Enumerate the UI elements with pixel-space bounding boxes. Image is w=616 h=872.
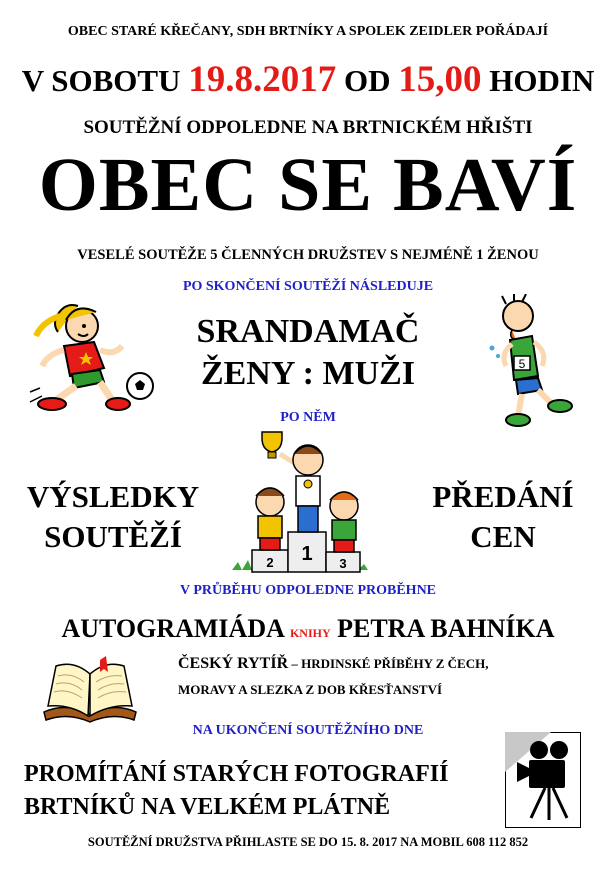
results-line2: SOUTĚŽÍ — [44, 519, 182, 554]
results-line1: VÝSLEDKY — [26, 479, 200, 514]
srandamac-line1: SRANDAMAČ — [196, 313, 420, 350]
end-of-day-note: NA UKONČENÍ SOUTĚŽNÍHO DNE — [192, 723, 424, 738]
projection-block — [24, 758, 448, 824]
girl-footballer-illustration — [20, 298, 160, 420]
awards-block — [408, 477, 598, 557]
signup-note: SOUTĚŽNÍ DRUŽSTVA PŘIHLASTE SE DO 15. 8. 2017 NA MOBIL 608 112 852 — [87, 835, 529, 849]
main-title: OBEC SE BAVÍ — [38, 143, 578, 227]
film-camera-icon — [505, 732, 581, 828]
book-title: ČESKÝ RYTÍŘ — [178, 655, 289, 672]
open-book-illustration — [40, 656, 140, 724]
date-middle: OD — [343, 63, 391, 98]
runner-number: 5 — [518, 357, 526, 371]
srandamac-line2: ŽENY : MUŽI — [200, 355, 416, 392]
autograph-line — [0, 614, 616, 644]
during-note: V PRŮBĚHU ODPOLEDNE PROBĚHNE — [179, 583, 437, 598]
podium-place-3: 3 — [339, 556, 347, 571]
autograph-author: PETRA BAHNÍKA — [337, 614, 555, 643]
date-line — [0, 58, 616, 101]
srandamac-block — [182, 311, 434, 395]
date-prefix: V SOBOTU — [21, 63, 181, 98]
autograph-books-word: KNIHY — [289, 626, 331, 640]
podium-illustration — [232, 424, 382, 576]
projection-line1: PROMÍTÁNÍ STARÝCH FOTOGRAFIÍ — [24, 761, 449, 787]
book-desc1: – HRDINSKÉ PŘÍBĚHY Z ČECH, — [288, 656, 489, 671]
awards-line2: CEN — [470, 519, 536, 554]
date-suffix: HODIN — [489, 63, 595, 98]
teams-note: VESELÉ SOUTĚŽE 5 ČLENNÝCH DRUŽSTEV S NEJMÉNĚ 1 ŽENOU — [77, 247, 539, 263]
after-that-note: PO NĚM — [280, 410, 336, 425]
event-date: 19.8.2017 — [188, 59, 337, 100]
organizers-line: OBEC STARÉ KŘEČANY, SDH BRTNÍKY A SPOLEK ZEIDLER POŘÁDAJÍ — [67, 24, 549, 39]
podium-place-1: 1 — [301, 543, 313, 565]
book-line1 — [178, 655, 488, 673]
after-contests-note: PO SKONČENÍ SOUTĚŽÍ NÁSLEDUJE — [182, 279, 434, 294]
subtitle: SOUTĚŽNÍ ODPOLEDNE NA BRTNICKÉM HŘIŠTI — [83, 117, 533, 138]
event-time: 15,00 — [398, 59, 482, 100]
runner-illustration — [482, 294, 582, 428]
autograph-prefix: AUTOGRAMIÁDA — [61, 614, 284, 643]
podium-place-2: 2 — [266, 555, 274, 570]
book-desc2: MORAVY A SLEZKA Z DOB KŘESŤANSTVÍ — [178, 682, 443, 697]
awards-line1: PŘEDÁNÍ — [432, 479, 574, 514]
results-block — [18, 477, 208, 557]
projection-line2: BRTNÍKŮ NA VELKÉM PLÁTNĚ — [24, 794, 391, 820]
